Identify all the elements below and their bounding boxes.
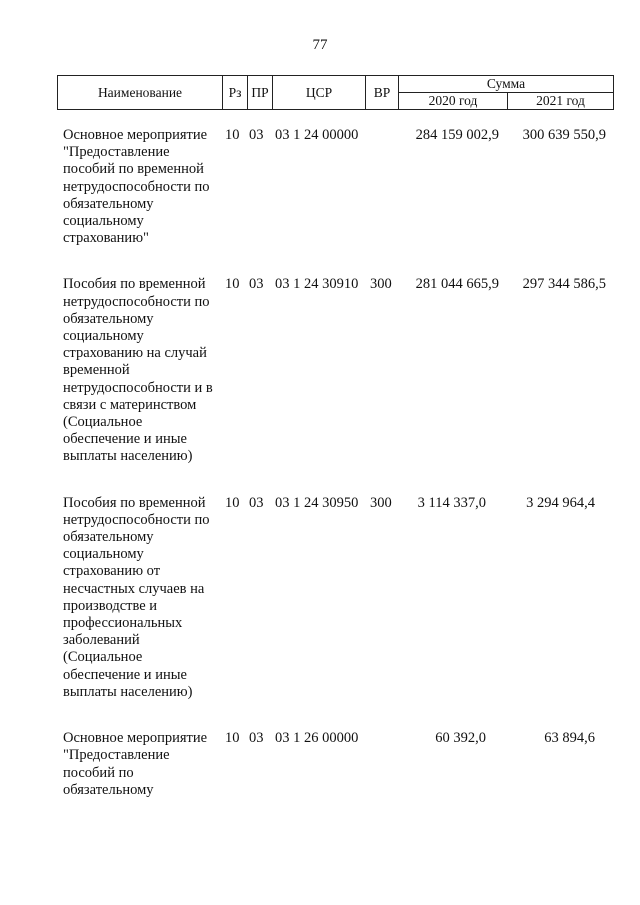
row-rz: 10 bbox=[225, 730, 240, 747]
row-csr: 03 1 24 00000 bbox=[275, 127, 359, 143]
header-year-2021: 2021 год bbox=[508, 93, 614, 110]
header-csr: ЦСР bbox=[273, 76, 366, 110]
row-sum-2020: 3 114 337,0 bbox=[417, 494, 486, 511]
header-name: Наименование bbox=[58, 76, 223, 110]
row-sum-2021: 297 344 586,5 bbox=[522, 276, 606, 293]
table-row bbox=[63, 495, 623, 701]
row-csr: 03 1 24 30910 bbox=[275, 276, 359, 293]
row-sum-2021: 63 894,6 bbox=[544, 730, 595, 747]
row-rz: 10 bbox=[225, 276, 240, 293]
table-header bbox=[57, 75, 614, 110]
table-body bbox=[63, 127, 623, 828]
row-csr: 03 1 26 00000 bbox=[275, 730, 359, 747]
row-pr: 03 bbox=[249, 494, 264, 511]
table-row bbox=[63, 127, 623, 247]
row-pr: 03 bbox=[249, 730, 264, 747]
table-row bbox=[63, 730, 623, 799]
page-number: 77 bbox=[312, 37, 328, 53]
row-csr: 03 1 24 30950 bbox=[275, 494, 359, 511]
header-vr: ВР bbox=[366, 76, 399, 110]
row-pr: 03 bbox=[249, 127, 264, 143]
row-vr: 300 bbox=[370, 494, 392, 511]
row-name: Пособия по временной нетрудоспособности по обязательному социальному страхованию от несчастных случаев на производстве и профессиональных заболеваний (Социальное обеспечение и иные выплаты населению) bbox=[63, 494, 210, 700]
row-name: Основное мероприятие "Предоставление пособий по временной нетрудоспособности по обязательному социальному страхованию" bbox=[63, 127, 210, 247]
row-vr: 300 bbox=[370, 276, 392, 293]
header-year-2020: 2020 год bbox=[399, 93, 508, 110]
row-rz: 10 bbox=[225, 494, 240, 511]
row-sum-2021: 300 639 550,9 bbox=[522, 127, 606, 143]
row-rz: 10 bbox=[225, 127, 240, 143]
row-sum-2020: 281 044 665,9 bbox=[415, 276, 499, 293]
row-pr: 03 bbox=[249, 276, 264, 293]
row-name: Основное мероприятие "Предоставление пособий по обязательному bbox=[63, 730, 208, 798]
header-pr: ПР bbox=[248, 76, 273, 110]
table-row bbox=[63, 276, 623, 465]
header-sum: Сумма bbox=[399, 76, 614, 93]
row-sum-2020: 284 159 002,9 bbox=[415, 127, 499, 143]
row-name: Пособия по временной нетрудоспособности по обязательному социальному страхованию на случай временной нетрудоспособности и в связи с материнством (Социальное обеспечение и иные выплаты населению) bbox=[63, 276, 213, 465]
row-sum-2021: 3 294 964,4 bbox=[526, 494, 595, 511]
row-sum-2020: 60 392,0 bbox=[435, 730, 486, 747]
header-rz: Рз bbox=[223, 76, 248, 110]
